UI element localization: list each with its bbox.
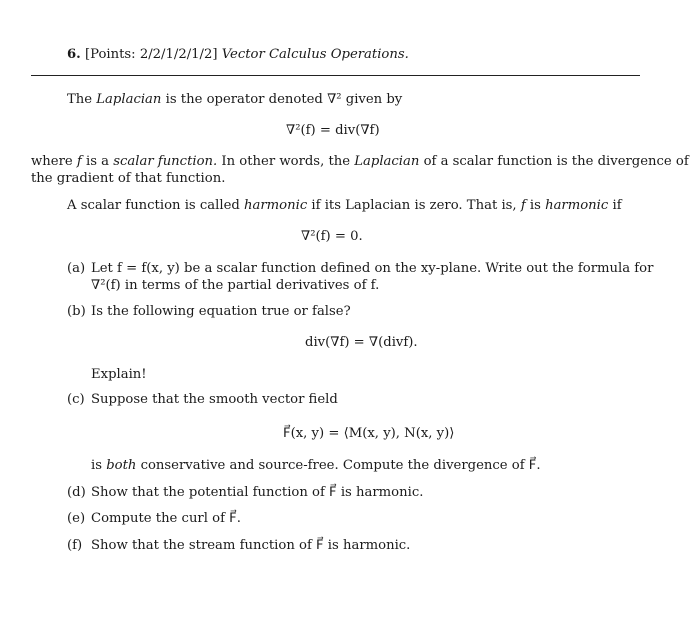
equation-vector-field: F⃗(x, y) = ⟨M(x, y), N(x, y)⟩ bbox=[283, 426, 455, 441]
part-b-explain: Explain! bbox=[91, 367, 147, 382]
intro-text: where bbox=[31, 154, 77, 169]
equation-part-b: div(∇f) = ∇(divf). bbox=[305, 335, 418, 350]
intro-text: if bbox=[608, 198, 622, 213]
part-c-label: (c) bbox=[67, 392, 85, 407]
problem-number: 6. bbox=[67, 47, 81, 62]
intro-text: is the operator denoted ∇² given by bbox=[161, 92, 403, 107]
part-f-label: (f) bbox=[67, 538, 83, 553]
symbol-f: f bbox=[76, 154, 82, 169]
part-c-text: conservative and source-free. Compute the divergence of F⃗. bbox=[136, 458, 541, 473]
header-rule bbox=[31, 75, 640, 76]
intro-text: The bbox=[67, 92, 97, 107]
part-e-label: (e) bbox=[67, 511, 86, 526]
part-a-label: (a) bbox=[67, 261, 86, 276]
part-c-line-2 bbox=[91, 457, 541, 475]
intro-text: if its Laplacian is zero. That is, bbox=[307, 198, 521, 213]
part-a-line-1: Let f = f(x, y) be a scalar function defined on the xy-plane. Write out the formula for bbox=[91, 261, 654, 276]
scalar-function-term: scalar function. bbox=[113, 154, 218, 169]
laplacian-term: Laplacian bbox=[96, 92, 162, 107]
part-d-text: Show that the potential function of F⃗ is harmonic. bbox=[91, 485, 424, 500]
part-b-text: Is the following equation true or false? bbox=[91, 304, 351, 319]
part-c-text: is bbox=[91, 458, 107, 473]
intro-paragraph-2-line-2: the gradient of that function. bbox=[31, 171, 226, 186]
problem-header bbox=[67, 46, 409, 64]
part-e-text: Compute the curl of F⃗. bbox=[91, 511, 241, 526]
problem-title: Vector Calculus Operations. bbox=[221, 47, 409, 62]
equation-harmonic: ∇²(f) = 0. bbox=[301, 229, 363, 244]
intro-paragraph-1 bbox=[67, 91, 402, 109]
harmonic-term: harmonic bbox=[545, 198, 609, 213]
equation-laplacian-definition: ∇²(f) = div(∇f) bbox=[286, 123, 380, 138]
intro-text: is bbox=[525, 198, 546, 213]
intro-text: A scalar function is called bbox=[67, 198, 245, 213]
part-d-label: (d) bbox=[67, 485, 86, 500]
both-term: both bbox=[106, 458, 137, 473]
intro-paragraph-3 bbox=[67, 197, 622, 215]
intro-text: In other words, the bbox=[217, 154, 355, 169]
intro-text: is a bbox=[81, 154, 114, 169]
harmonic-term: harmonic bbox=[244, 198, 308, 213]
part-b-label: (b) bbox=[67, 304, 86, 319]
symbol-f: f bbox=[520, 198, 526, 213]
laplacian-term: Laplacian bbox=[354, 154, 420, 169]
part-f-text: Show that the stream function of F⃗ is harmonic. bbox=[91, 538, 411, 553]
problem-points: [Points: 2/2/1/2/1/2] bbox=[84, 47, 218, 62]
part-a-line-2: ∇²(f) in terms of the partial derivatives of f. bbox=[91, 278, 380, 293]
intro-text: of a scalar function is the divergence of bbox=[419, 154, 689, 169]
part-c-text: Suppose that the smooth vector field bbox=[91, 392, 338, 407]
intro-paragraph-2-line-1 bbox=[31, 153, 689, 171]
